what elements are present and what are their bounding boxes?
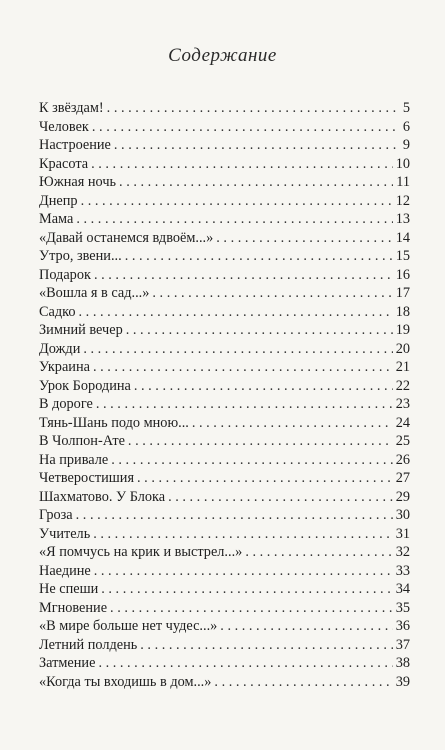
toc-entry-title: Южная ночь: [39, 174, 117, 190]
toc-entry: [39, 432, 410, 451]
page-title: Содержание: [168, 45, 277, 66]
toc-entry-title: Украина: [39, 359, 90, 375]
toc-entry-title: На привале: [39, 451, 109, 468]
dot-leader: [101, 580, 392, 599]
dot-leader: [91, 155, 393, 174]
toc-entry: [39, 136, 410, 155]
toc-entry: [39, 210, 410, 229]
dot-leader: [96, 395, 393, 414]
toc-entry-title: В Чолпон-Ате: [39, 433, 125, 449]
dot-leader: [93, 358, 393, 377]
toc-entry-title: «Давай останемся вдвоём...»: [39, 229, 214, 246]
dot-leader: [214, 673, 392, 692]
toc-entry-page-number: 24: [395, 414, 410, 431]
toc-entry-title: Красота: [39, 155, 89, 172]
toc-entry-title: «Я помчусь на крик и выстрел...»: [39, 544, 243, 560]
toc-entry-title: Четверостишия: [39, 470, 135, 486]
toc-entry-title: Тянь-Шань подо мною...: [39, 414, 189, 431]
toc-entry-page-number: 13: [395, 211, 410, 227]
toc-entry-title: Настроение: [39, 137, 111, 153]
toc-entry: [39, 155, 410, 174]
dot-leader: [119, 173, 393, 192]
toc-entry: [39, 395, 410, 414]
toc-entry-page-number: 26: [395, 451, 410, 468]
toc-entry-page-number: 39: [395, 673, 410, 690]
toc-entry: [39, 636, 410, 655]
toc-entry-page-number: 9: [402, 137, 410, 153]
toc-entry-page-number: 27: [395, 470, 410, 486]
dot-leader: [94, 562, 393, 581]
toc-entry: [39, 229, 410, 248]
toc-entry-title: «Когда ты входишь в дом...»: [39, 673, 212, 690]
toc-entry-page-number: 6: [402, 118, 410, 135]
dot-leader: [220, 617, 392, 636]
dot-leader: [152, 284, 392, 303]
dot-leader: [128, 432, 393, 451]
dot-leader: [93, 525, 392, 544]
toc-entry-page-number: 31: [395, 525, 410, 542]
toc-entry: [39, 99, 410, 118]
toc-entry: [39, 340, 410, 359]
dot-leader: [83, 340, 392, 359]
toc-entry: [39, 506, 410, 525]
toc-entry-page-number: 14: [395, 229, 410, 246]
toc-entry-title: Утро, звени...: [39, 248, 122, 264]
toc-entry-page-number: 34: [395, 581, 410, 597]
toc-entry-page-number: 37: [395, 636, 410, 653]
toc-entry-title: Дожди: [39, 340, 81, 357]
dot-leader: [192, 414, 393, 433]
toc-entry-page-number: 15: [395, 248, 410, 264]
toc-entry-title: Шахматово. У Блока: [39, 488, 166, 505]
dot-leader: [110, 599, 393, 618]
toc-entry: [39, 599, 410, 618]
toc-entry-title: Днепр: [39, 192, 78, 209]
dot-leader: [107, 99, 400, 118]
toc-entry: [39, 247, 410, 266]
toc-entry-title: Наедине: [39, 562, 91, 579]
toc-entry: [39, 617, 410, 636]
toc-entry: [39, 488, 410, 507]
toc-entry-page-number: 5: [402, 100, 410, 116]
dot-leader: [216, 229, 392, 248]
toc-entry: [39, 118, 410, 137]
toc-entry: [39, 173, 410, 192]
toc-entry: [39, 358, 410, 377]
dot-leader: [245, 543, 392, 562]
dot-leader: [98, 654, 392, 673]
toc-entry: [39, 562, 410, 581]
toc-entry: [39, 303, 410, 322]
toc-entry-title: Человек: [39, 118, 89, 135]
dot-leader: [125, 247, 393, 266]
toc-entry-page-number: 30: [395, 507, 410, 523]
toc-entry: [39, 321, 410, 340]
toc-entry-page-number: 20: [395, 340, 410, 357]
toc-entry: [39, 451, 410, 470]
toc-entry-title: «В мире больше нет чудес...»: [39, 618, 218, 634]
toc-entry-page-number: 23: [395, 396, 410, 412]
dot-leader: [134, 377, 393, 396]
toc-entry: [39, 469, 410, 488]
toc-entry-title: Летний полдень: [39, 636, 138, 653]
toc-entry-title: Учитель: [39, 525, 91, 542]
dot-leader: [81, 192, 393, 211]
toc-entry-title: Гроза: [39, 507, 73, 523]
toc-entry: [39, 284, 410, 303]
dot-leader: [111, 451, 392, 470]
toc-entry-page-number: 10: [395, 155, 410, 172]
table-of-contents: [39, 99, 410, 691]
dot-leader: [94, 266, 393, 285]
toc-entry: [39, 654, 410, 673]
toc-entry-page-number: 22: [395, 377, 410, 394]
toc-entry-page-number: 35: [395, 599, 410, 616]
toc-entry-title: Зимний вечер: [39, 322, 123, 338]
toc-entry-page-number: 17: [395, 285, 410, 301]
dot-leader: [79, 303, 393, 322]
toc-entry-page-number: 32: [395, 544, 410, 560]
dot-leader: [140, 636, 392, 655]
toc-entry-page-number: 29: [395, 488, 410, 505]
toc-entry-title: Садко: [39, 303, 76, 320]
dot-leader: [168, 488, 393, 507]
dot-leader: [92, 118, 400, 137]
toc-entry-page-number: 12: [395, 192, 410, 209]
toc-entry: [39, 266, 410, 285]
toc-entry-page-number: 36: [395, 618, 410, 634]
toc-entry-title: «Вошла я в сад...»: [39, 285, 150, 301]
toc-entry-page-number: 33: [395, 562, 410, 579]
toc-entry-page-number: 11: [396, 174, 410, 190]
toc-entry-page-number: 18: [395, 303, 410, 320]
toc-entry-page-number: 19: [395, 322, 410, 338]
toc-entry-page-number: 21: [395, 359, 410, 375]
toc-entry: [39, 543, 410, 562]
toc-entry-page-number: 16: [395, 266, 410, 283]
dot-leader: [126, 321, 393, 340]
toc-entry-title: Мама: [39, 211, 74, 227]
toc-entry-title: В дороге: [39, 396, 93, 412]
toc-entry-title: Затмение: [39, 655, 96, 671]
toc-entry: [39, 580, 410, 599]
toc-entry: [39, 192, 410, 211]
dot-leader: [137, 469, 393, 488]
dot-leader: [76, 210, 392, 229]
toc-entry-page-number: 38: [395, 655, 410, 671]
toc-entry-page-number: 25: [395, 433, 410, 449]
toc-entry: [39, 414, 410, 433]
toc-entry-title: Урок Бородина: [39, 377, 131, 394]
toc-entry-title: Не спеши: [39, 581, 99, 597]
toc-entry-title: К звёздам!: [39, 100, 104, 116]
dot-leader: [114, 136, 400, 155]
toc-entry: [39, 377, 410, 396]
dot-leader: [76, 506, 393, 525]
toc-entry-title: Мгновение: [39, 599, 108, 616]
toc-entry: [39, 673, 410, 692]
toc-entry-title: Подарок: [39, 266, 91, 283]
toc-entry: [39, 525, 410, 544]
